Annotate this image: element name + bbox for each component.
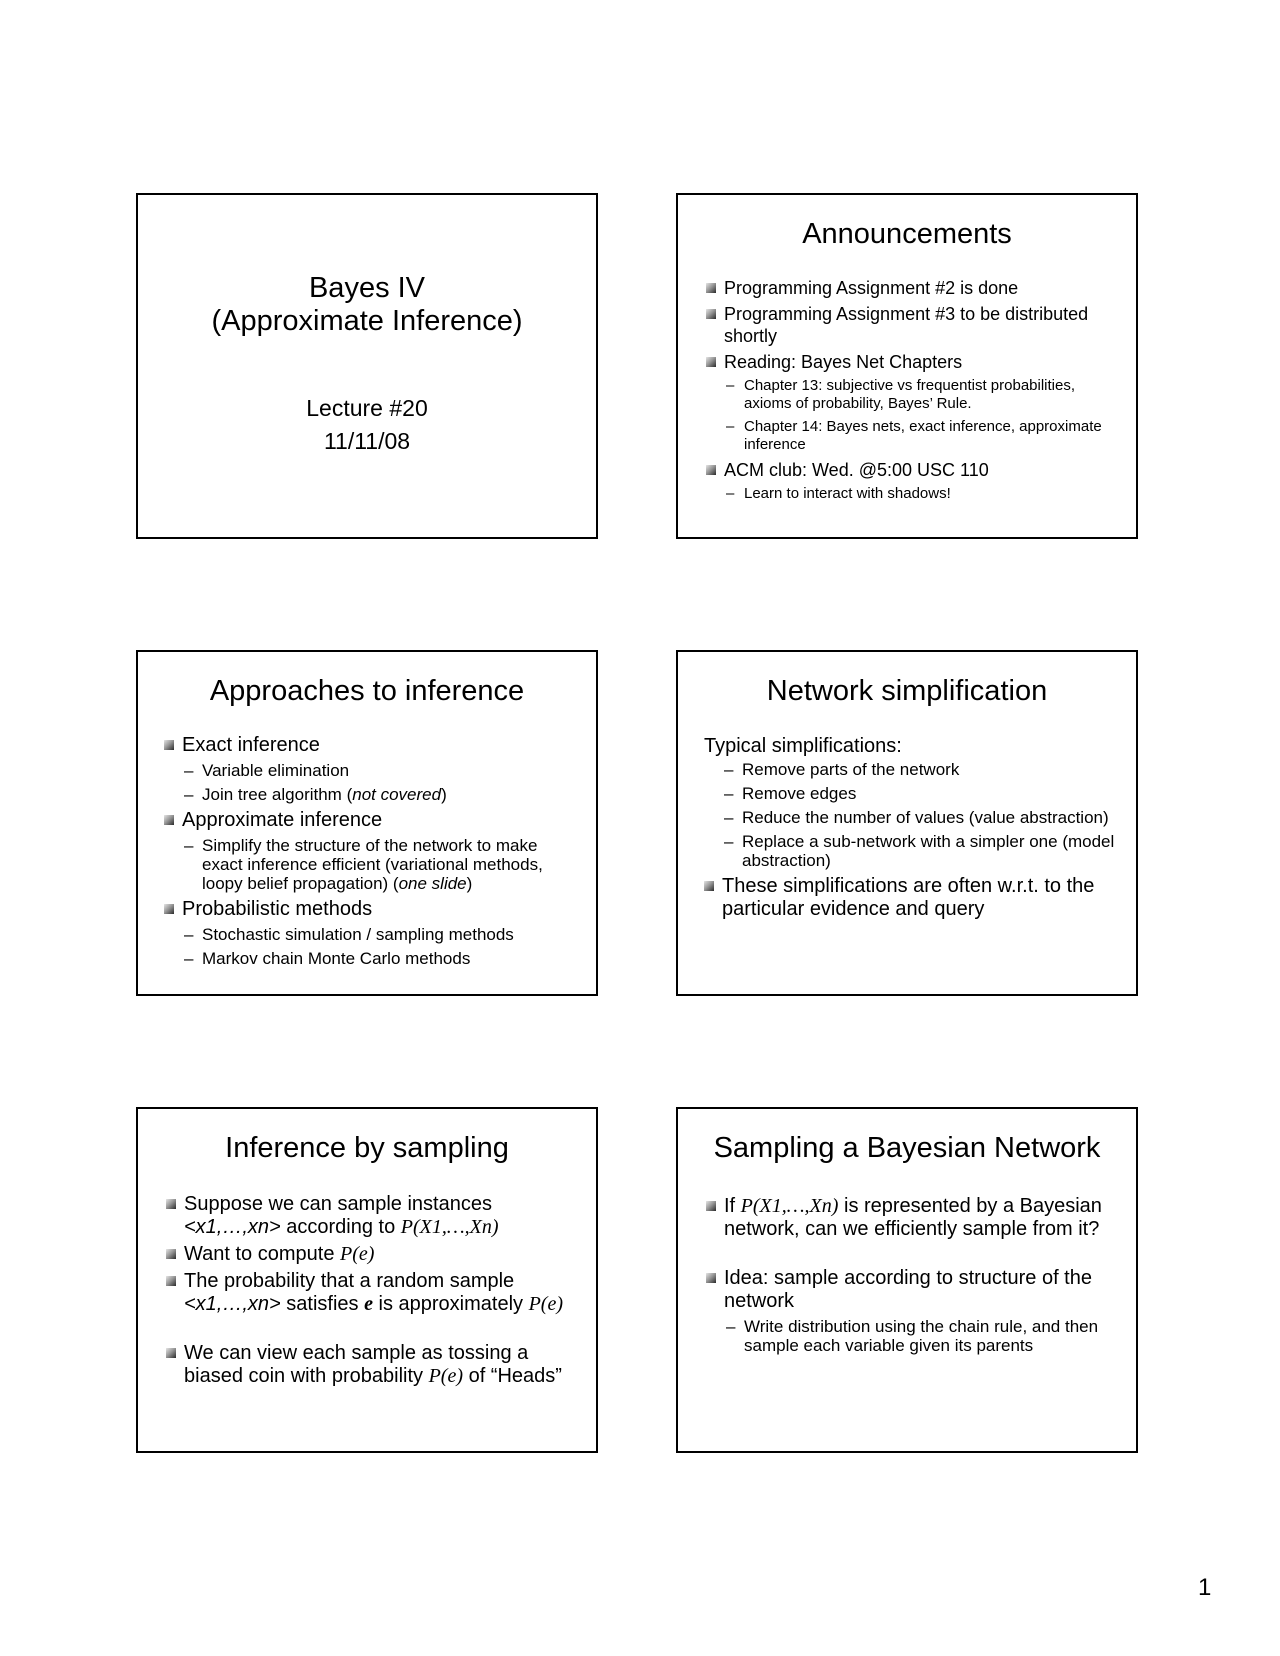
slide-body: [706, 277, 1118, 508]
slide-body: [706, 1195, 1118, 1360]
sub-bullet: – Learn to interact with shadows!: [706, 485, 1118, 503]
bullet: These simplifications are often w.r.t. to the particular evidence and query: [704, 875, 1118, 921]
sub-bullet: – Remove edges: [704, 784, 1118, 803]
bullet: Programming Assignment #2 is done: [706, 277, 1118, 299]
bullet: Idea: sample according to structure of the network: [706, 1267, 1118, 1313]
slide-title-line2: (Approximate Inference): [211, 305, 523, 337]
sub-bullet: – Simplify the structure of the network to make exact inference efficient (variational methods, loopy belief propagation) (one slide): [164, 836, 578, 893]
bullet: Approximate inference: [164, 809, 578, 832]
slide-title: [136, 193, 598, 539]
sub-bullet: – Write distribution using the chain rule, and then sample each variable given its parents: [706, 1317, 1118, 1355]
slide-inference-by-sampling: [136, 1107, 598, 1453]
intro-text: Typical simplifications:: [704, 735, 902, 757]
slide-heading: Network simplification: [766, 675, 1048, 707]
joint-distribution: P(X1,…,Xn): [400, 1216, 499, 1238]
sample-tuple: <x1,…,xn>: [184, 1216, 281, 1238]
bullet: We can view each sample as tossing a biased coin with probability P(e) of “Heads”: [166, 1342, 578, 1388]
bullet: Probabilistic methods: [164, 898, 578, 921]
slide-body: [166, 1193, 578, 1392]
sub-bullet: – Reduce the number of values (value abstraction): [704, 808, 1118, 827]
slide-approaches: [136, 650, 598, 996]
bullet: If P(X1,…,Xn) is represented by a Bayesian network, can we efficiently sample from it?: [706, 1195, 1118, 1241]
bullet: Reading: Bayes Net Chapters: [706, 351, 1118, 373]
bullet: Want to compute P(e): [166, 1243, 578, 1266]
slide-network-simplification: [676, 650, 1138, 996]
lecture-number: Lecture #20: [306, 395, 428, 421]
slide-heading: Approaches to inference: [209, 675, 525, 707]
lecture-date: 11/11/08: [323, 428, 411, 454]
slide-title-line1: Bayes IV: [308, 272, 426, 304]
slide-sampling-bayesian-network: [676, 1107, 1138, 1453]
bullet: ACM club: Wed. @5:00 USC 110: [706, 459, 1118, 481]
slide-body: [704, 734, 1118, 925]
sub-bullet: – Remove parts of the network: [704, 760, 1118, 779]
slide-heading: Sampling a Bayesian Network: [713, 1132, 1101, 1164]
sub-bullet: – Stochastic simulation / sampling methods: [164, 925, 578, 944]
slide-announcements: [676, 193, 1138, 539]
sub-bullet: – Join tree algorithm (not covered): [164, 785, 578, 804]
sub-bullet: – Replace a sub-network with a simpler one (model abstraction): [704, 832, 1118, 870]
sub-bullet: – Variable elimination: [164, 761, 578, 780]
bullet: The probability that a random sample <x1,…,xn> satisfies e is approximately P(e): [166, 1270, 578, 1316]
slide-heading: Inference by sampling: [225, 1132, 509, 1164]
bullet: Suppose we can sample instances <x1,…,xn> according to P(X1,…,Xn): [166, 1193, 578, 1239]
slide-body: [164, 734, 578, 973]
page-number: 1: [1198, 1574, 1212, 1601]
slide-heading: Announcements: [802, 218, 1012, 250]
sub-bullet: – Chapter 13: subjective vs frequentist probabilities, axioms of probability, Bayes’ Rule.: [706, 377, 1118, 413]
sub-bullet: – Markov chain Monte Carlo methods: [164, 949, 578, 968]
bullet: Exact inference: [164, 734, 578, 757]
bullet: Programming Assignment #3 to be distributed shortly: [706, 303, 1118, 347]
sub-bullet: – Chapter 14: Bayes nets, exact inference, approximate inference: [706, 418, 1118, 454]
